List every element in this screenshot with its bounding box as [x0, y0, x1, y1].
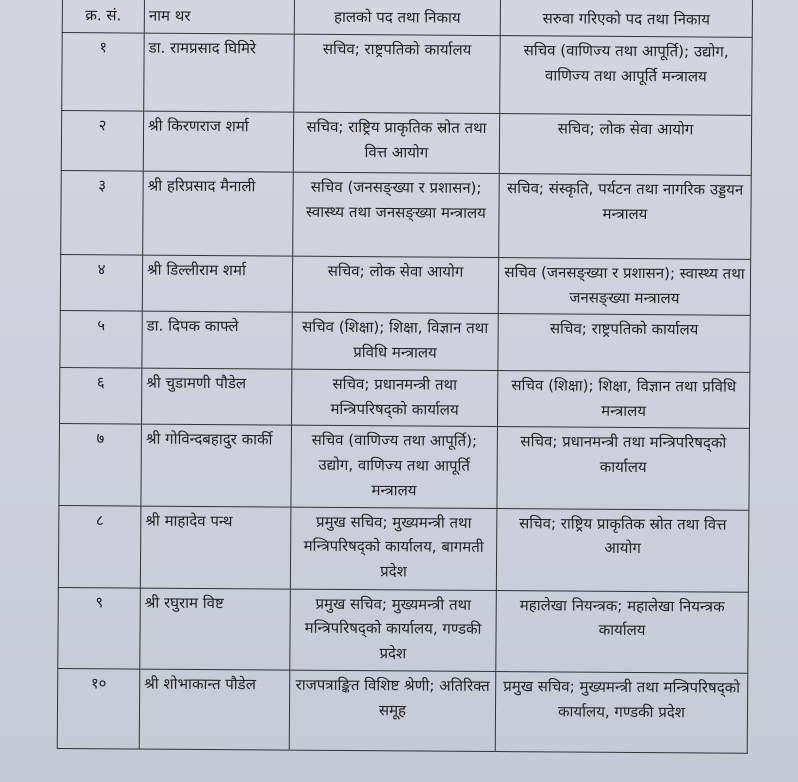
row-serial-number: ४: [60, 254, 142, 311]
transfer-table: [57, 0, 753, 754]
row-transferred-post: सचिव (शिक्षा); शिक्षा, विज्ञान तथा प्रविधि मन्त्रालय: [497, 370, 749, 428]
table-row: [57, 668, 748, 753]
table-row: [61, 170, 752, 259]
header-current-post: हालको पद तथा निकाय: [294, 0, 500, 35]
row-name: डा. दिपक काफ्ले: [142, 311, 292, 369]
row-current-post: सचिव; लोक सेवा आयोग: [292, 256, 498, 314]
row-serial-number: १०: [57, 668, 140, 749]
table-row: [62, 32, 753, 115]
row-name: श्री चुडामणी पौडेल: [141, 368, 291, 426]
row-transferred-post: सचिव (जनसङ्ख्या र प्रशासन); स्वास्थ्य तथा जनसङ्ख्या मन्त्रालय: [498, 257, 750, 315]
row-name: श्री गोविन्दबहादुर कार्की: [141, 424, 292, 506]
row-current-post: सचिव (शिक्षा); शिक्षा, विज्ञान तथा प्रविधि मन्त्रालय: [292, 312, 498, 370]
row-current-post: सचिव; राष्ट्रपतिको कार्यालय: [294, 34, 501, 113]
table-row: [60, 254, 750, 315]
row-name: श्री रघुराम विष्ट: [140, 588, 291, 670]
row-serial-number: ६: [59, 367, 141, 424]
row-current-post: सचिव; प्रधानमन्त्री तथा मन्त्रिपरिषद्को कार्यालय: [291, 369, 497, 427]
row-current-post: सचिव; राष्ट्रिय प्राकृतिक स्रोत तथा वित्त आयोग: [293, 112, 499, 173]
table-row: [60, 311, 750, 372]
table-row: [61, 110, 751, 175]
table-row: [58, 505, 749, 592]
row-transferred-post: सचिव; प्रधानमन्त्री तथा मन्त्रिपरिषद्को कार्यालय: [497, 427, 750, 510]
row-current-post: सचिव (जनसङ्ख्या र प्रशासन); स्वास्थ्य तथा जनसङ्ख्या मन्त्रालय: [293, 172, 500, 257]
row-transferred-post: सचिव; लोक सेवा आयोग: [499, 113, 751, 175]
table-row: [58, 587, 749, 673]
row-serial-number: २: [61, 110, 143, 171]
row-name: श्री शोभाकान्त पौडेल: [139, 669, 290, 750]
row-current-post: सचिव (वाणिज्य तथा आपूर्ति); उद्योग, वाणिज्य तथा आपूर्ति मन्त्रालय: [291, 425, 498, 508]
row-current-post: प्रमुख सचिव; मुख्यमन्त्री तथा मन्त्रिपरिषद्को कार्यालय, गण्डकी प्रदेश: [290, 589, 497, 672]
header-serial-number: क्र. सं.: [62, 0, 144, 33]
header-transferred-post: सरुवा गरिएको पद तथा निकाय: [500, 0, 752, 37]
header-name: नाम थर: [144, 0, 294, 34]
row-current-post: प्रमुख सचिव; मुख्यमन्त्री तथा मन्त्रिपरिषद्को कार्यालय, बागमती प्रदेश: [290, 507, 497, 590]
row-serial-number: ९: [58, 587, 141, 669]
row-serial-number: ७: [59, 424, 142, 506]
row-name: श्री माहादेव पन्थ: [140, 506, 291, 589]
row-transferred-post: सचिव; राष्ट्रिय प्राकृतिक स्रोत तथा वित्त आयोग: [496, 508, 749, 592]
row-serial-number: १: [62, 32, 145, 111]
row-serial-number: ३: [61, 170, 144, 255]
row-transferred-post: महालेखा नियन्त्रक; महालेखा नियन्त्रक कार्यालय: [496, 590, 749, 673]
row-transferred-post: सचिव; संस्कृति, पर्यटन तथा नागरिक उड्डयन मन्त्रालय: [499, 173, 752, 259]
row-transferred-post: सचिव (वाणिज्य तथा आपूर्ति); उद्योग, वाणिज्य तथा आपूर्ति मन्त्रालय: [500, 35, 753, 115]
row-serial-number: ८: [58, 505, 141, 588]
row-name: श्री हरिप्रसाद मैनाली: [143, 171, 294, 256]
row-serial-number: ५: [60, 311, 142, 368]
row-transferred-post: प्रमुख सचिव; मुख्यमन्त्री तथा मन्त्रिपरिषद्को कार्यालय, गण्डकी प्रदेश: [495, 671, 748, 753]
row-transferred-post: सचिव; राष्ट्रपतिको कार्यालय: [498, 314, 750, 372]
table-row: [59, 424, 750, 510]
row-name: डा. रामप्रसाद घिमिरे: [144, 33, 295, 112]
table-header-row: [62, 0, 752, 37]
table-row: [59, 367, 749, 428]
row-current-post: राजपत्राङ्कित विशिष्ट श्रेणी; अतिरिक्त समूह: [289, 670, 496, 751]
row-name: श्री डिल्लीराम शर्मा: [142, 255, 292, 313]
row-name: श्री किरणराज शर्मा: [143, 111, 293, 172]
